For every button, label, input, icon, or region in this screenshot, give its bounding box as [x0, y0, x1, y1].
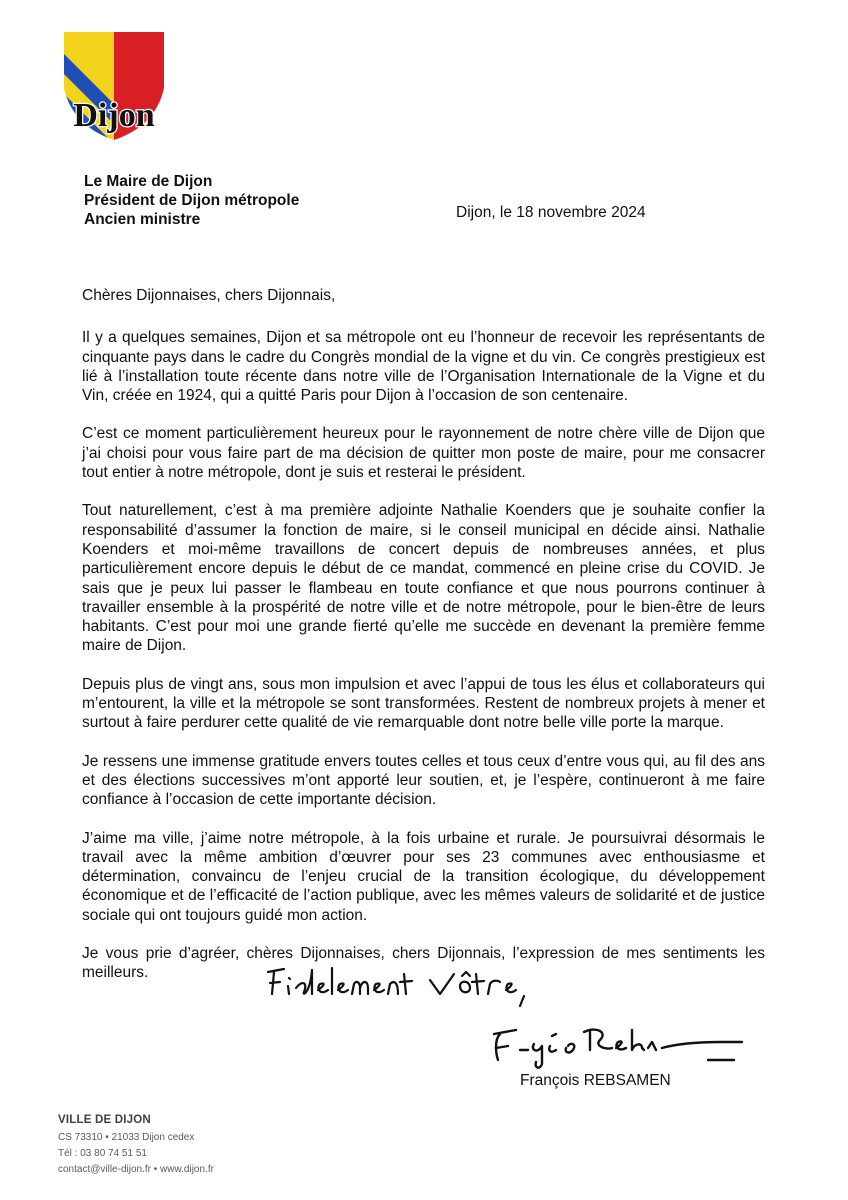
paragraph: Depuis plus de vingt ans, sous mon impulsion et avec l’appui de tous les élus et collaborateurs qui m’entourent, la ville et la métropole se sont transformées. Restent de nombreux projets à mener et surtout à faire perdurer cette qualité de vie remarquable dont notre belle ville porte la marque. — [82, 675, 765, 732]
dijon-shield-logo — [58, 28, 170, 146]
letter-body — [82, 286, 765, 1002]
logo-text: Dijon — [73, 97, 155, 134]
footer-phone: Tél : 03 80 74 51 51 — [58, 1148, 147, 1159]
sender-role: Président de Dijon métropole — [84, 192, 300, 209]
signature-scribble — [486, 1020, 748, 1076]
footer — [58, 1112, 214, 1178]
footer-address: CS 73310 • 21033 Dijon cedex — [58, 1132, 195, 1143]
paragraph: Tout naturellement, c’est à ma première adjointe Nathalie Koenders que je souhaite confier la responsabilité d’assumer la fonction de maire, si le conseil municipal en décide ainsi. Nathalie Koenders et moi-même travaillons de concert depuis de nombreuses années, et plus particulièrement encore depuis le début de ce mandat, commencé en pleine crise du COVID. Je sais que je peux lui passer le flambeau en toute confiance et que nous pourrons continuer à travailler ensemble à la prospérité de notre ville et de notre métropole, pour le bien-être de leurs habitants. C’est pour moi une grande fierté qu’elle me succède en devenant la première femme maire de Dijon. — [82, 502, 765, 655]
sender-title: Le Maire de Dijon — [84, 173, 213, 190]
handwritten-closing-scribble — [262, 958, 592, 1008]
paragraph: Je ressens une immense gratitude envers toutes celles et tous ceux d’entre vous qui, au fil des ans et des élections successives m’ont apporté leur soutien, et, je l’espère, continueront à me faire confiance à l’occasion de cette importante décision. — [82, 752, 765, 809]
footer-org: VILLE DE DIJON — [58, 1114, 151, 1126]
paragraph: Il y a quelques semaines, Dijon et sa métropole ont eu l’honneur de recevoir les représentants de cinquante pays dans le cadre du Congrès mondial de la vigne et du vin. Ce congrès prestigieux est lié à l’installation toute récente dans notre ville de l’Organisation Internationale de la Vigne et du Vin, créée en 1924, qui a quitté Paris pour Dijon à l’occasion de son centenaire. — [82, 329, 765, 405]
sender-block — [84, 172, 299, 229]
salutation: Chères Dijonnaises, chers Dijonnais, — [82, 287, 336, 304]
paragraph: C’est ce moment particulièrement heureux pour le rayonnement de notre chère ville de Dijon que j’ai choisi pour vous faire part de ma décision de quitter mon poste de maire, pour me consacrer tout entier à notre métropole, dont je suis et resterai le président. — [82, 425, 765, 482]
letter-date: Dijon, le 18 novembre 2024 — [456, 204, 646, 221]
signer-name: François REBSAMEN — [520, 1072, 671, 1089]
paragraph: J’aime ma ville, j’aime notre métropole, à la fois urbaine et rurale. Je poursuivrai désormais le travail avec la même ambition d’œuvrer pour ses 23 communes avec enthousiasme et détermination, convaincu de l’enjeu crucial de la transition écologique, du développement économique et de l’efficacité de l’action publique, avec les mêmes valeurs de solidarité et de justice sociale qui ont toujours guidé mon action. — [82, 829, 765, 924]
handwritten-closing — [262, 958, 592, 1008]
signature — [486, 1020, 748, 1076]
footer-contact: contact@ville-dijon.fr • www.dijon.fr — [58, 1164, 214, 1175]
sender-former-role: Ancien ministre — [84, 211, 201, 228]
dijon-logo — [58, 28, 170, 146]
closing-paragraph: Je vous prie d’agréer, chères Dijonnaises, chers Dijonnais, l’expression de mes sentiments les meilleurs. — [82, 945, 765, 982]
